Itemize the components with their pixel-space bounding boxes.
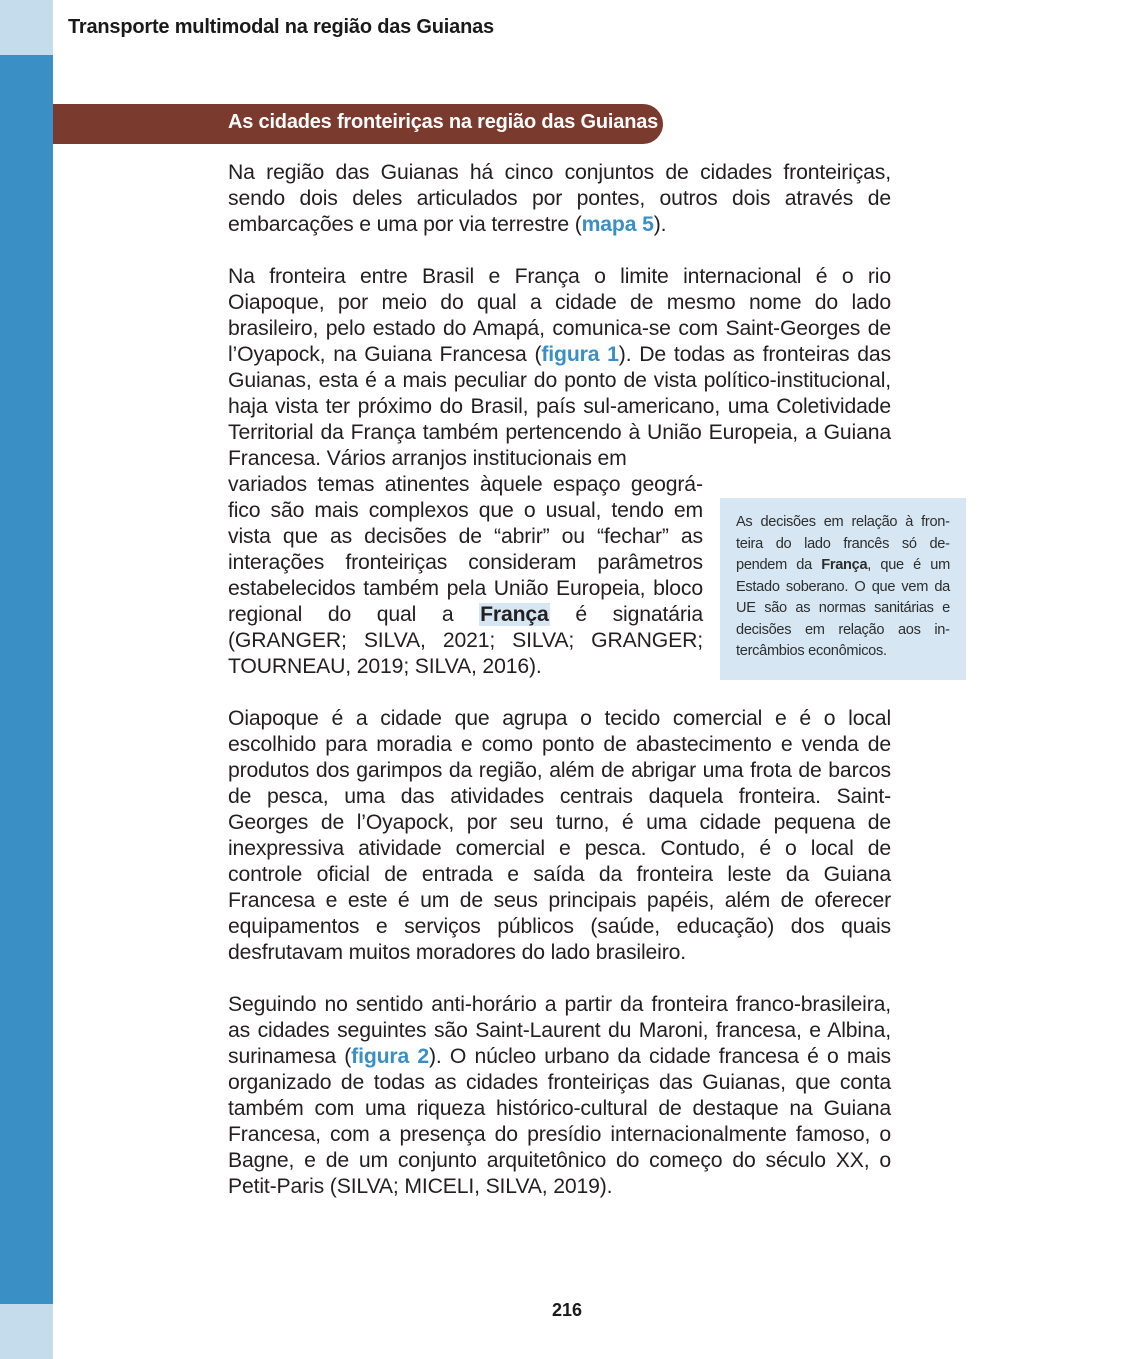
running-title: Transporte multimodal na região das Guianas (68, 16, 494, 38)
paragraph-4-text-a: Seguindo no sentido anti-horário a partir da fronteira franco-brasileira, as cidades seguintes são Saint-Laurent du Maroni, francesa, e Albina, surinamesa ( (228, 993, 891, 1068)
paragraph-3: Oiapoque é a cidade que agrupa o tecido comercial e é o local escolhido para moradia e como ponto de abastecimento e venda de produtos dos garimpos da região, além de abrigar uma frota de barcos de pesca, uma das atividades centrais daquela fronteira. Saint-Georges de l’Oyapock, por seu turno, é uma cidade pequena de inexpressiva atividade comercial e pesca. Contudo, é o local de controle oficial de entrada e saída da fronteira leste da Guiana Francesa e este é um de seus principais papéis, além de oferecer equipamentos e serviços públicos (saúde, educação) dos quais desfrutavam muitos moradores do lado brasileiro. (228, 707, 891, 964)
page-number: 216 (551, 1300, 583, 1320)
figure-1-link[interactable]: figura 1 (541, 343, 619, 366)
margin-note-text-a: As decisões em relação à fronteira do lado francês só dependem da (736, 514, 950, 573)
paragraph-2-narrow (228, 472, 703, 680)
paragraph-1-text: Na região das Guianas há cinco conjuntos de cidades fronteiriças, sendo dois deles articulados por pontes, outros dois através de embarcações e uma por via terrestre ( (228, 161, 891, 236)
paragraph-2-text-a: Na fronteira entre Brasil e França o limite internacional é o rio Oiapoque, por meio do qual a cidade de mesmo nome do lado brasileiro, pelo estado do Amapá, comunica-se com Saint-Georges de l’Oyapock, na Guiana Francesa ( (228, 265, 891, 366)
paragraph-4-text-b: ). O núcleo urbano da cidade francesa é o mais organizado de todas as cidades fronteiriças das Guianas, que conta também com uma riqueza histórico-cultural de destaque na Guiana Francesa, com a presença do presídio internacionalmente famoso, o Bagne, e de um conjunto arquitetônico do começo do século XX, o Petit-Paris (SILVA; MICELI, SILVA, 2019). (228, 1045, 891, 1198)
paragraph-4 (228, 992, 891, 1200)
section-title: As cidades fronteiriças na região das Guianas (228, 111, 659, 133)
sidebar-accent-bar (0, 0, 53, 1359)
paragraph-2-text-b: ). De todas as fronteiras das Guianas, esta é a mais peculiar do ponto de vista político-institucional, haja vista ter próximo do Brasil, país sul-americano, uma Coletividade Territorial da França também pertencendo à União Europeia, a Guiana Francesa. Vários arranjos institucionais em (228, 343, 891, 470)
margin-note (720, 498, 966, 680)
paragraph-2-wide (228, 264, 891, 472)
paragraph-1-end: ). (653, 213, 667, 236)
paragraph-2-text-d: é signatária (GRANGER; SILVA, 2021; SILVA; GRANGER; TOURNEAU, 2019; SILVA, 2016). (228, 603, 703, 678)
paragraph-spacer (228, 966, 891, 992)
sidebar-top-block (0, 0, 53, 55)
paragraph-2-text-c: variados temas atinentes àquele espaço geográfico são mais complexos que o usual, tendo em vista que as decisões de “abrir” ou “fechar” as interações fronteiriças consideram parâmetros estabelecidos também pela União Europeia, bloco regional do qual a (228, 473, 703, 626)
section-heading-bar (53, 104, 663, 144)
margin-note-bold: França (821, 557, 868, 573)
franca-highlight[interactable]: França (480, 603, 549, 626)
margin-note-text-b: , que é um Estado soberano. O que vem da UE são as normas sanitárias e decisões em relação aos intercâmbios econômicos. (736, 557, 950, 659)
figure-2-link[interactable]: figura 2 (351, 1045, 429, 1068)
paragraph-spacer (228, 238, 891, 264)
map-5-link[interactable]: mapa 5 (581, 213, 654, 236)
paragraph-1 (228, 160, 891, 238)
paragraph-spacer (228, 680, 891, 706)
body-text-column (228, 160, 891, 1200)
